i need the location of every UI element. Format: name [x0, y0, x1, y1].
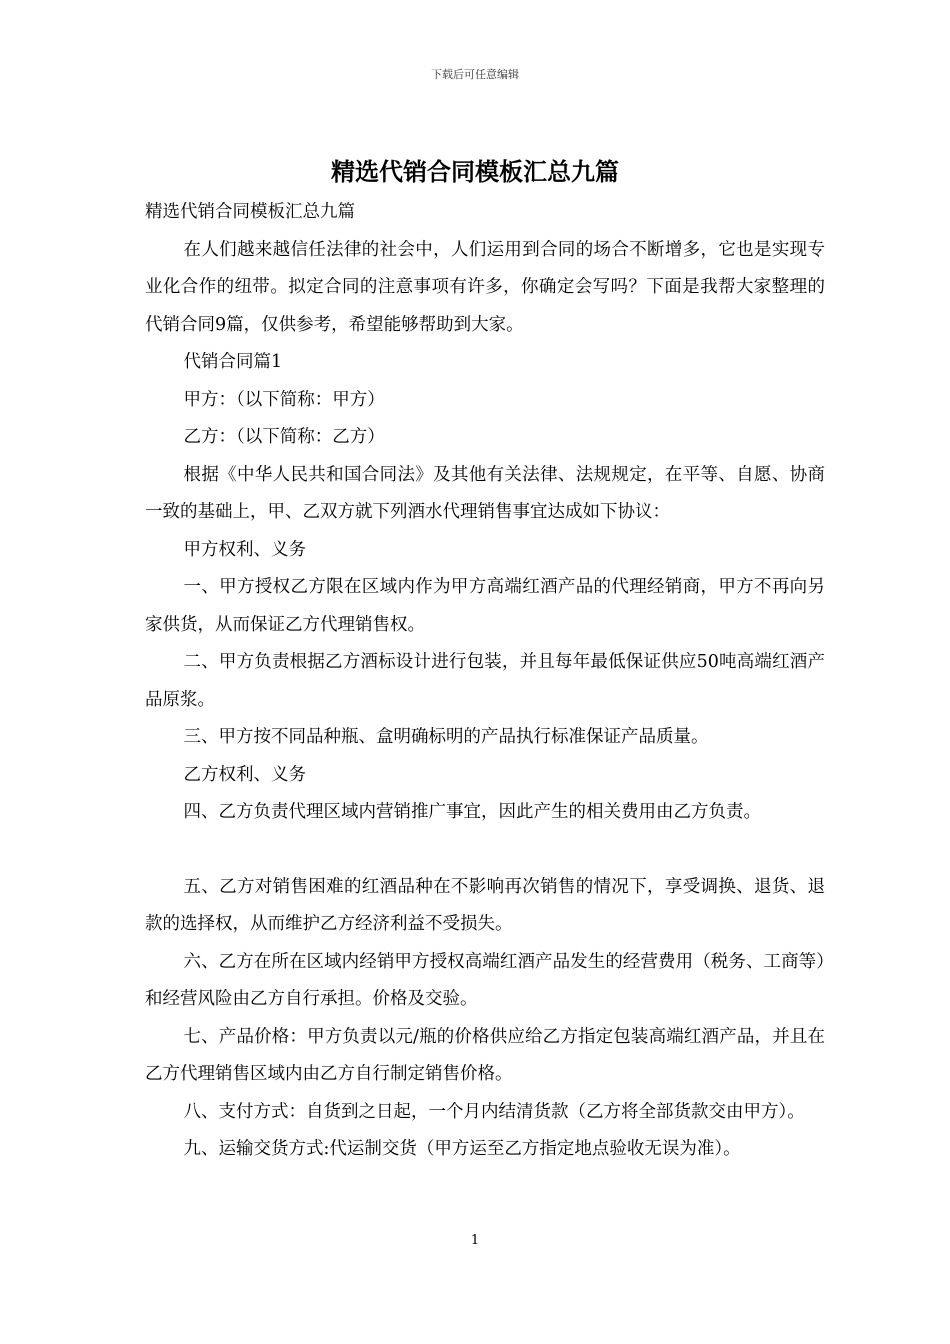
clause-paragraph: 七、产品价格：甲方负责以元/瓶的价格供应给乙方指定包装高端红酒产品，并且在乙方代理销售区域内由乙方自行制定销售价格。: [145, 1026, 825, 1084]
contract-heading: 代销合同篇1: [183, 352, 283, 372]
intro-paragraph: 在人们越来越信任法律的社会中，人们运用到合同的场合不断增多，它也是实现专业化合作的纽带。拟定合同的注意事项有许多，你确定会写吗？下面是我帮大家整理的代销合同9篇，仅供参考，希望能够帮助到大家。: [145, 239, 825, 335]
clause-paragraph: 四、乙方负责代理区域内营销推广事宜，因此产生的相关费用由乙方负责。: [183, 802, 761, 822]
clause-paragraph: 八、支付方式：自货到之日起，一个月内结清货款（乙方将全部货款交由甲方）。: [183, 1101, 805, 1122]
party-b-line: 乙方：（以下简称：乙方）: [183, 427, 385, 447]
party-a-line: 甲方：（以下简称：甲方）: [183, 389, 385, 410]
document-title: 精选代销合同模板汇总九篇: [331, 157, 619, 186]
clause-paragraph: 二、甲方负责根据乙方酒标设计进行包装，并且每年最低保证供应50吨高端红酒产品原浆。: [145, 652, 825, 710]
clause-paragraph: 五、乙方对销售困难的红酒品种在不影响再次销售的情况下，享受调换、退货、退款的选择权，从而维护乙方经济利益不受损失。: [145, 876, 825, 934]
subtitle-paragraph: 精选代销合同模板汇总九篇: [145, 202, 355, 222]
section-heading-party-b: 乙方权利、义务: [183, 764, 306, 785]
clause-paragraph: 六、乙方在所在区域内经销甲方授权高端红酒产品发生的经营费用（税务、工商等）和经营风险由乙方自行承担。价格及交验。: [145, 951, 825, 1009]
clause-paragraph: 一、甲方授权乙方限在区域内作为甲方高端红酒产品的代理经销商，甲方不再向另家供货，从而保证乙方代理销售权。: [145, 577, 825, 635]
preamble-paragraph: 根据《中华人民共和国合同法》及其他有关法律、法规规定，在平等、自愿、协商一致的基础上，甲、乙双方就下列酒水代理销售事宜达成如下协议：: [145, 464, 825, 522]
clause-paragraph: 三、甲方按不同品种瓶、盒明确标明的产品执行标准保证产品质量。: [183, 727, 709, 747]
header-note: 下载后可任意编辑: [431, 68, 519, 81]
document-body: [145, 194, 825, 1169]
page-number: 1: [470, 1233, 480, 1248]
clause-paragraph: 九、运输交货方式:代运制交货（甲方运至乙方指定地点验收无误为准）。: [183, 1139, 741, 1159]
section-heading-party-a: 甲方权利、义务: [183, 539, 306, 560]
